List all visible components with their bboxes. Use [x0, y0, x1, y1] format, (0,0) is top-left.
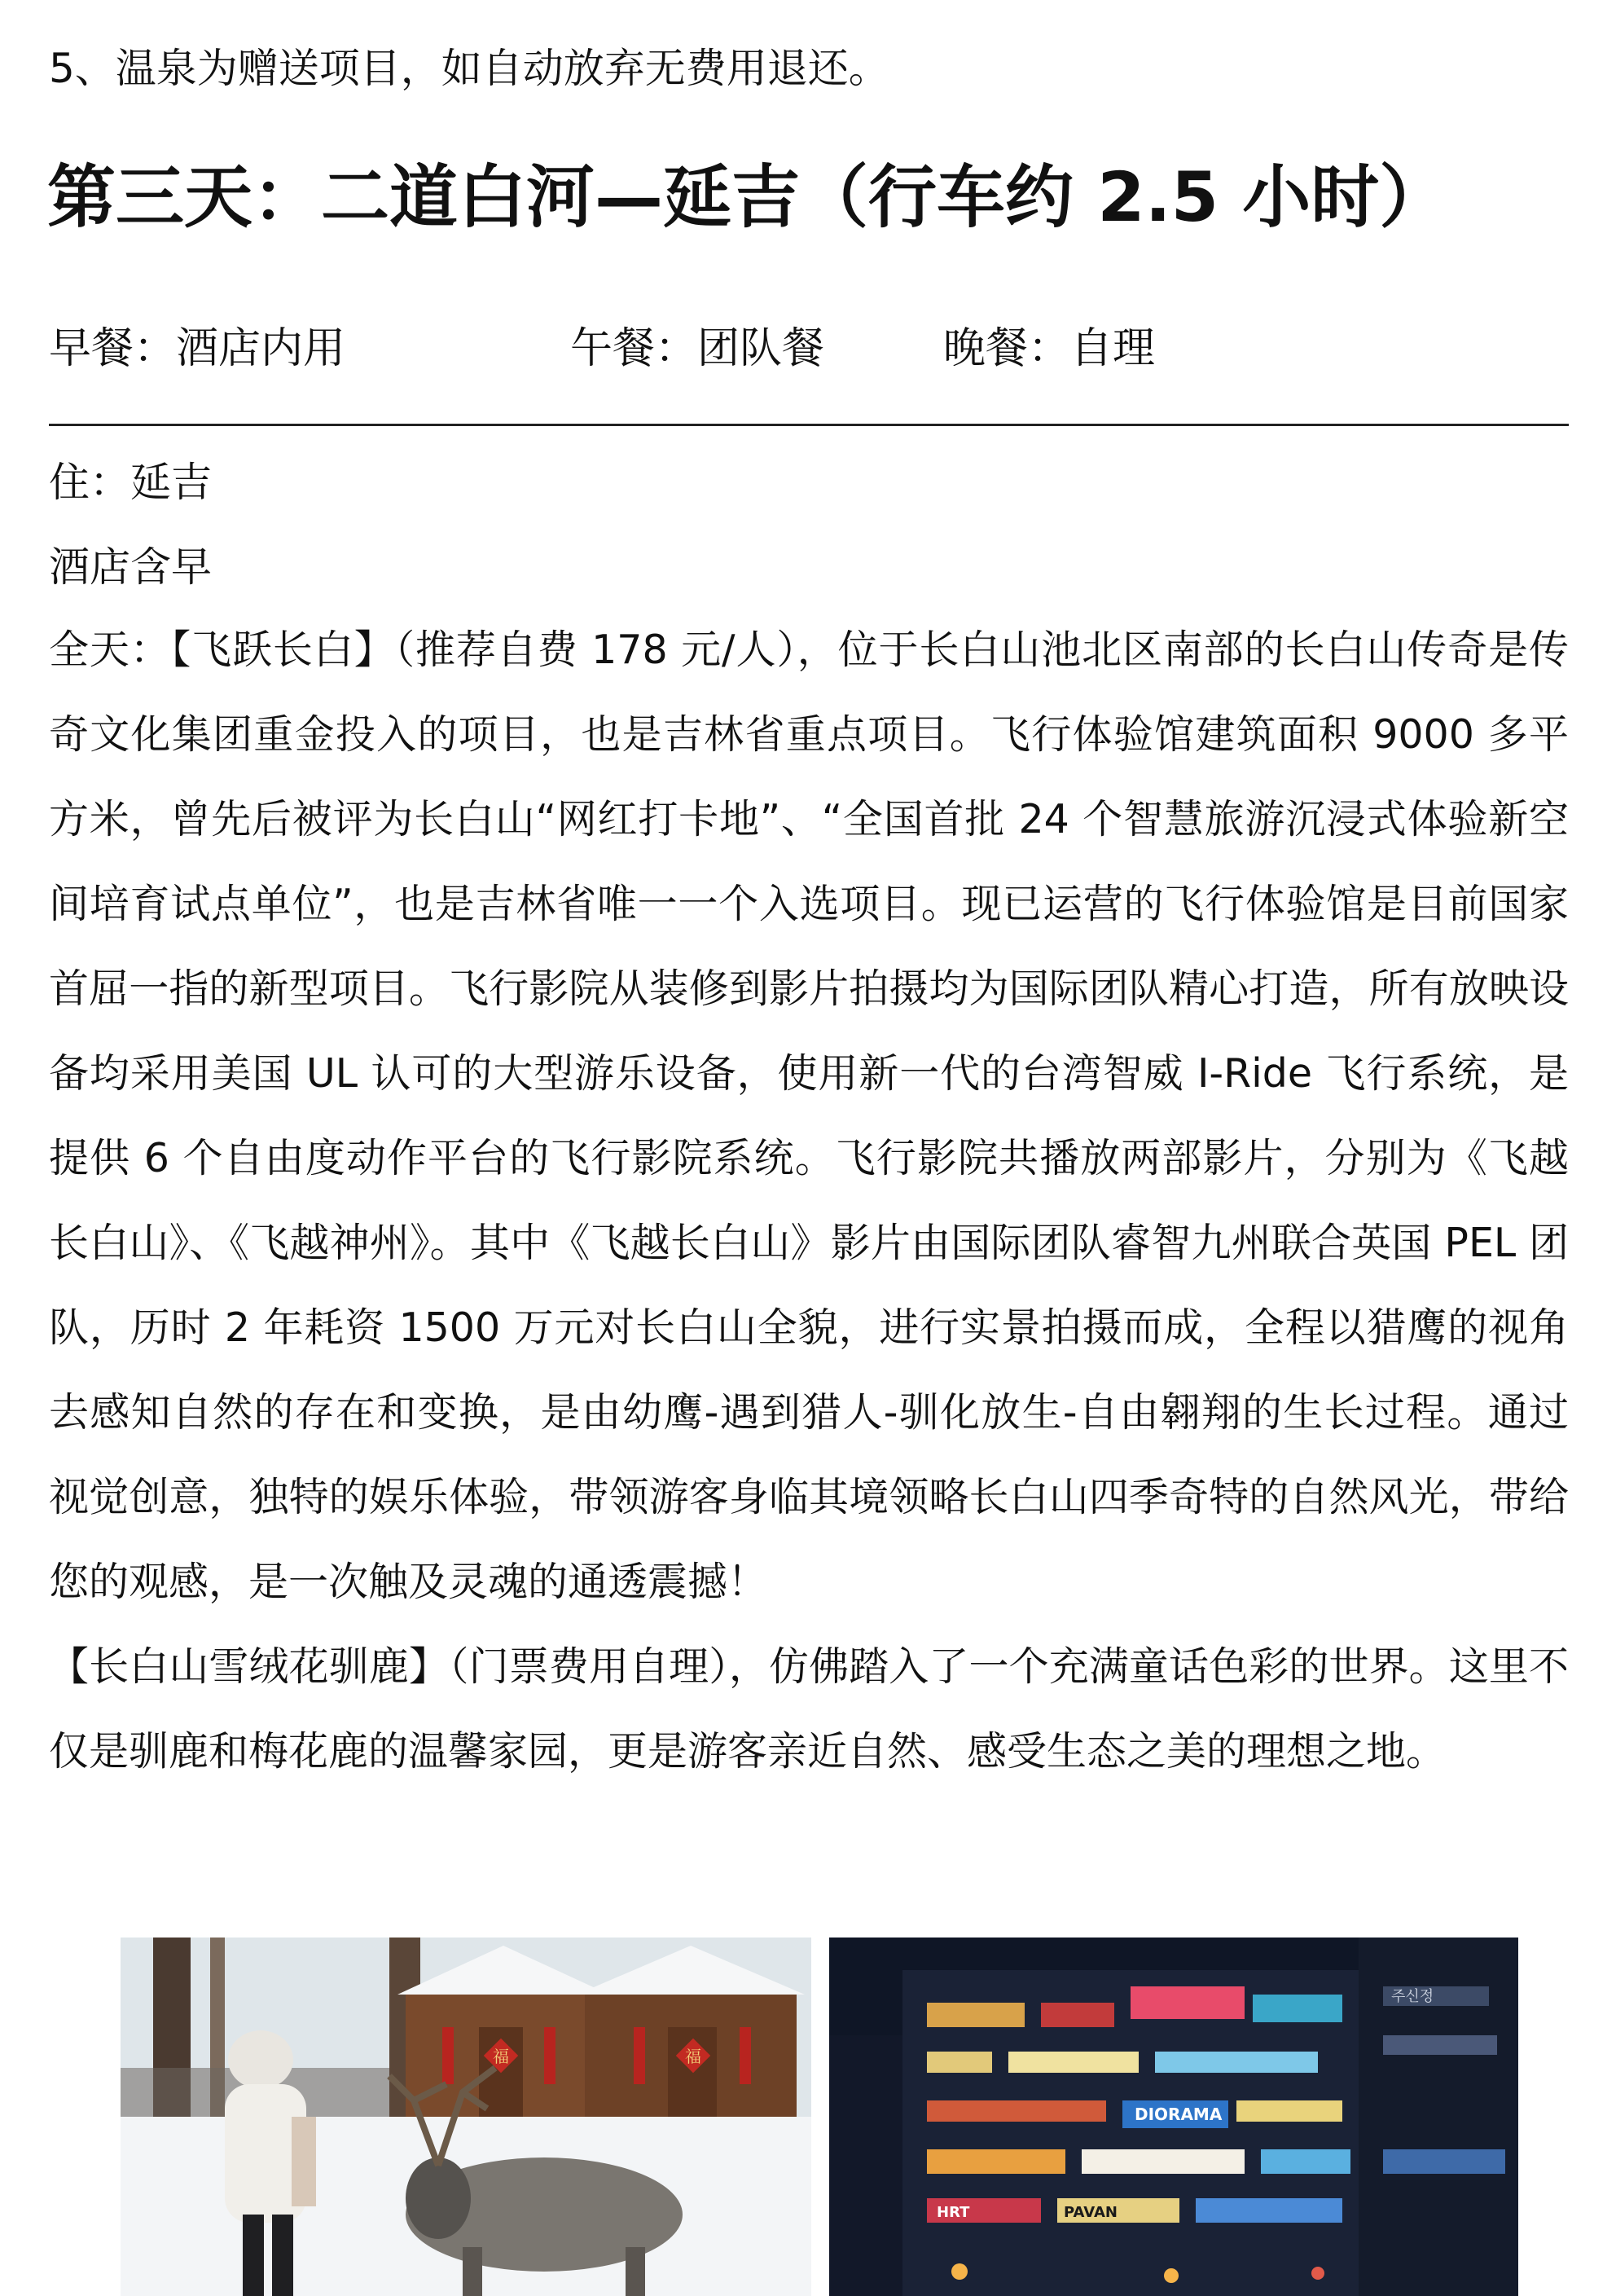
dinner-label: 晚餐：自理 [943, 324, 1156, 373]
divider-line [49, 424, 1569, 426]
night-street-illustration [829, 1938, 1518, 2296]
hot-spring-note: 5、温泉为赠送项目，如自动放弃无费用退还。 [49, 45, 889, 92]
reindeer-photo [121, 1938, 811, 2296]
flying-changbai-paragraph: 全天：【飞跃长白】（推荐自费 178 元/人），位于长白山池北区南部的长白山传奇是传奇文化集团重金投入的项目，也是吉林省重点项目。飞行体验馆建筑面积 9000 多平方米，曾先后被评为长白山“网红打卡地”、“全国首批 24 个智慧旅游沉浸式体验新空间培育试点单位”，也是吉林省唯一一个入选项目。现已运营的飞行体验馆是目前国家首屈一指的新型项目。飞行影院从装修到影片拍摄均为国际团队精心打造，所有放映设备均采用美国 UL 认可的大型游乐设备，使用新一代的台湾智威 I-Ride 飞行系统，是提供 6 个自由度动作平台的飞行影院系统。飞行影院共播放两部影片，分别为《飞越长白山》、《飞越神州》。其中《飞越长白山》影片由国际团队睿智九州联合英国 PEL 团队，历时 2 年耗资 1500 万元对长白山全貌，进行实景拍摄而成，全程以猎鹰的视角去感知自然的存在和变换，是由幼鹰-遇到猎人-驯化放生-自由翱翔的生长过程。通过视觉创意，独特的娱乐体验，带领游客身临其境领略长白山四季奇特的自然风光，带给您的观感，是一次触及灵魂的通透震撼！ [49, 627, 1569, 1605]
day-title: 第三天：二道白河—延吉（行车约 2.5 小时） [47, 157, 1448, 237]
right-cabin-sign: 福 [685, 2047, 701, 2066]
itinerary-body [49, 608, 1569, 1794]
yanji-night-street-photo [829, 1938, 1518, 2296]
diorama-sign: DIORAMA [1135, 2105, 1223, 2124]
hrt-sign: HRT [937, 2204, 970, 2221]
korean-sign: 주신정 [1391, 1988, 1434, 2005]
pavan-sign: PAVAN [1064, 2204, 1118, 2221]
left-cabin-sign: 福 [493, 2047, 509, 2066]
breakfast-included-line: 酒店含早 [49, 543, 212, 591]
lunch-label: 午餐：团队餐 [570, 324, 825, 373]
stay-line: 住：延吉 [49, 459, 212, 506]
reindeer-photo-illustration [121, 1938, 811, 2296]
reindeer-paragraph: 【长白山雪绒花驯鹿】（门票费用自理），仿佛踏入了一个充满童话色彩的世界。这里不仅是驯鹿和梅花鹿的温馨家园，更是游客亲近自然、感受生态之美的理想之地。 [49, 1643, 1569, 1775]
meals-row [49, 316, 1572, 381]
breakfast-label: 早餐：酒店内用 [49, 324, 346, 373]
